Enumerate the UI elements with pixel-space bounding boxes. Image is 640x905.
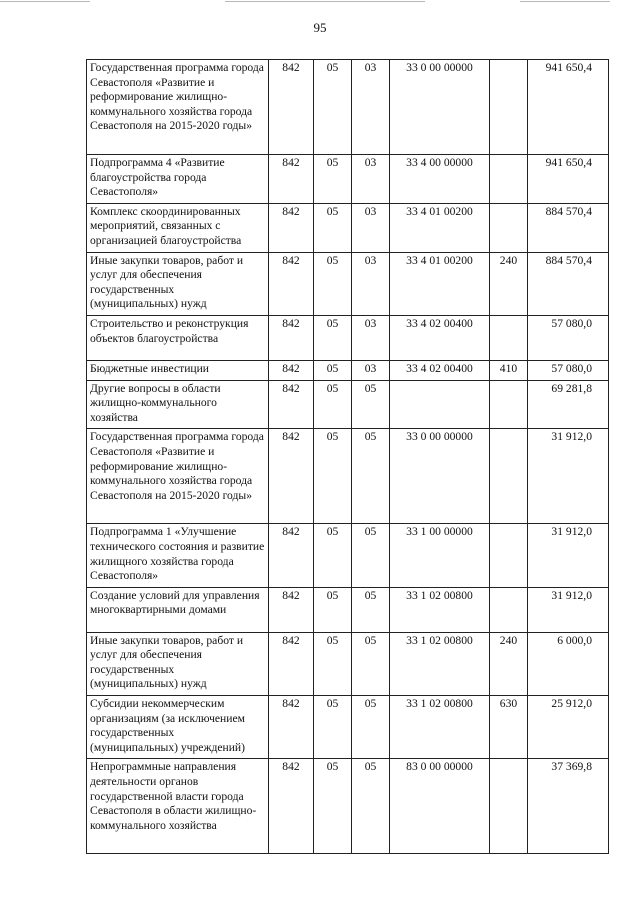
table-row [87,632,609,695]
amount: 941 650,4 [528,155,609,204]
target-article-code: 83 0 00 00000 [390,759,490,854]
subsection-code: 05 [352,524,390,587]
target-article-code: 33 4 01 00200 [390,252,490,315]
section-code: 05 [314,696,352,759]
subsection-code: 03 [352,203,390,252]
target-article-code: 33 1 00 00000 [390,524,490,587]
expense-type-code [490,203,528,252]
subsection-code: 03 [352,155,390,204]
target-article-code: 33 1 02 00800 [390,587,490,632]
table-row [87,60,609,155]
ved-code: 842 [269,380,314,429]
row-name: Иные закупки товаров, работ и услуг для обеспечения государственных (муниципальных) нужд [87,632,269,695]
section-code: 05 [314,587,352,632]
subsection-code: 05 [352,632,390,695]
target-article-code: 33 1 02 00800 [390,632,490,695]
expense-type-code: 410 [490,360,528,380]
section-code: 05 [314,632,352,695]
subsection-code: 03 [352,360,390,380]
table-row [87,524,609,587]
expense-type-code [490,155,528,204]
expense-type-code [490,60,528,155]
section-code: 05 [314,380,352,429]
section-code: 05 [314,759,352,854]
table-row [87,155,609,204]
row-name: Государственная программа города Севастополя «Развитие и реформирование жилищно-коммунального хозяйства города Севастополя на 2015-2020 годы» [87,429,269,524]
ved-code: 842 [269,315,314,360]
section-code: 05 [314,315,352,360]
page-number: 95 [313,20,327,35]
amount: 31 912,0 [528,524,609,587]
expense-type-code: 240 [490,252,528,315]
table-body [87,60,609,854]
row-name: Комплекс скоординированных мероприятий, связанных с организацией благоустройства [87,203,269,252]
expense-type-code [490,315,528,360]
subsection-code: 05 [352,696,390,759]
subsection-code: 03 [352,252,390,315]
amount: 25 912,0 [528,696,609,759]
subsection-code: 03 [352,315,390,360]
ved-code: 842 [269,429,314,524]
ved-code: 842 [269,155,314,204]
expense-type-code [490,759,528,854]
expense-type-code [490,380,528,429]
section-code: 05 [314,252,352,315]
section-code: 05 [314,155,352,204]
row-name: Субсидии некоммерческим организациям (за исключением государственных (муниципальных) учреждений) [87,696,269,759]
row-name: Создание условий для управления многоквартирными домами [87,587,269,632]
ved-code: 842 [269,360,314,380]
target-article-code: 33 4 02 00400 [390,360,490,380]
ved-code: 842 [269,252,314,315]
amount: 31 912,0 [528,587,609,632]
ved-code: 842 [269,587,314,632]
target-article-code: 33 4 00 00000 [390,155,490,204]
row-name: Непрограммные направления деятельности органов государственной власти города Севастополя в области жилищно-коммунального хозяйства [87,759,269,854]
amount: 31 912,0 [528,429,609,524]
expense-type-code [490,524,528,587]
target-article-code: 33 0 00 00000 [390,429,490,524]
amount: 884 570,4 [528,203,609,252]
ved-code: 842 [269,524,314,587]
amount: 57 080,0 [528,315,609,360]
target-article-code: 33 4 02 00400 [390,315,490,360]
subsection-code: 05 [352,380,390,429]
amount: 37 369,8 [528,759,609,854]
table-row [87,380,609,429]
table-row [87,315,609,360]
section-code: 05 [314,524,352,587]
ved-code: 842 [269,203,314,252]
ved-code: 842 [269,60,314,155]
row-name: Иные закупки товаров, работ и услуг для обеспечения государственных (муниципальных) нужд [87,252,269,315]
budget-table [86,59,609,854]
amount: 6 000,0 [528,632,609,695]
row-name: Бюджетные инвестиции [87,360,269,380]
amount: 57 080,0 [528,360,609,380]
section-code: 05 [314,360,352,380]
table-row [87,696,609,759]
row-name: Подпрограмма 4 «Развитие благоустройства города Севастополя» [87,155,269,204]
subsection-code: 05 [352,587,390,632]
target-article-code [390,380,490,429]
row-name: Государственная программа города Севастополя «Развитие и реформирование жилищно-коммунального хозяйства города Севастополя на 2015-2020 годы» [87,60,269,155]
section-code: 05 [314,60,352,155]
amount: 884 570,4 [528,252,609,315]
top-rule-center [225,1,425,2]
section-code: 05 [314,203,352,252]
top-rule-left [0,1,90,2]
subsection-code: 05 [352,429,390,524]
row-name: Другие вопросы в области жилищно-коммунального хозяйства [87,380,269,429]
top-rule-right [520,1,610,2]
target-article-code: 33 0 00 00000 [390,60,490,155]
table-row [87,203,609,252]
subsection-code: 03 [352,60,390,155]
section-code: 05 [314,429,352,524]
table-row [87,587,609,632]
target-article-code: 33 4 01 00200 [390,203,490,252]
expense-type-code: 240 [490,632,528,695]
amount: 69 281,8 [528,380,609,429]
row-name: Подпрограмма 1 «Улучшение технического состояния и развитие жилищного хозяйства города Севастополя» [87,524,269,587]
table-row [87,429,609,524]
target-article-code: 33 1 02 00800 [390,696,490,759]
ved-code: 842 [269,759,314,854]
table-row [87,360,609,380]
amount: 941 650,4 [528,60,609,155]
expense-type-code [490,429,528,524]
table-row [87,252,609,315]
row-name: Строительство и реконструкция объектов благоустройства [87,315,269,360]
subsection-code: 05 [352,759,390,854]
expense-type-code: 630 [490,696,528,759]
table-row [87,759,609,854]
ved-code: 842 [269,632,314,695]
expense-type-code [490,587,528,632]
ved-code: 842 [269,696,314,759]
